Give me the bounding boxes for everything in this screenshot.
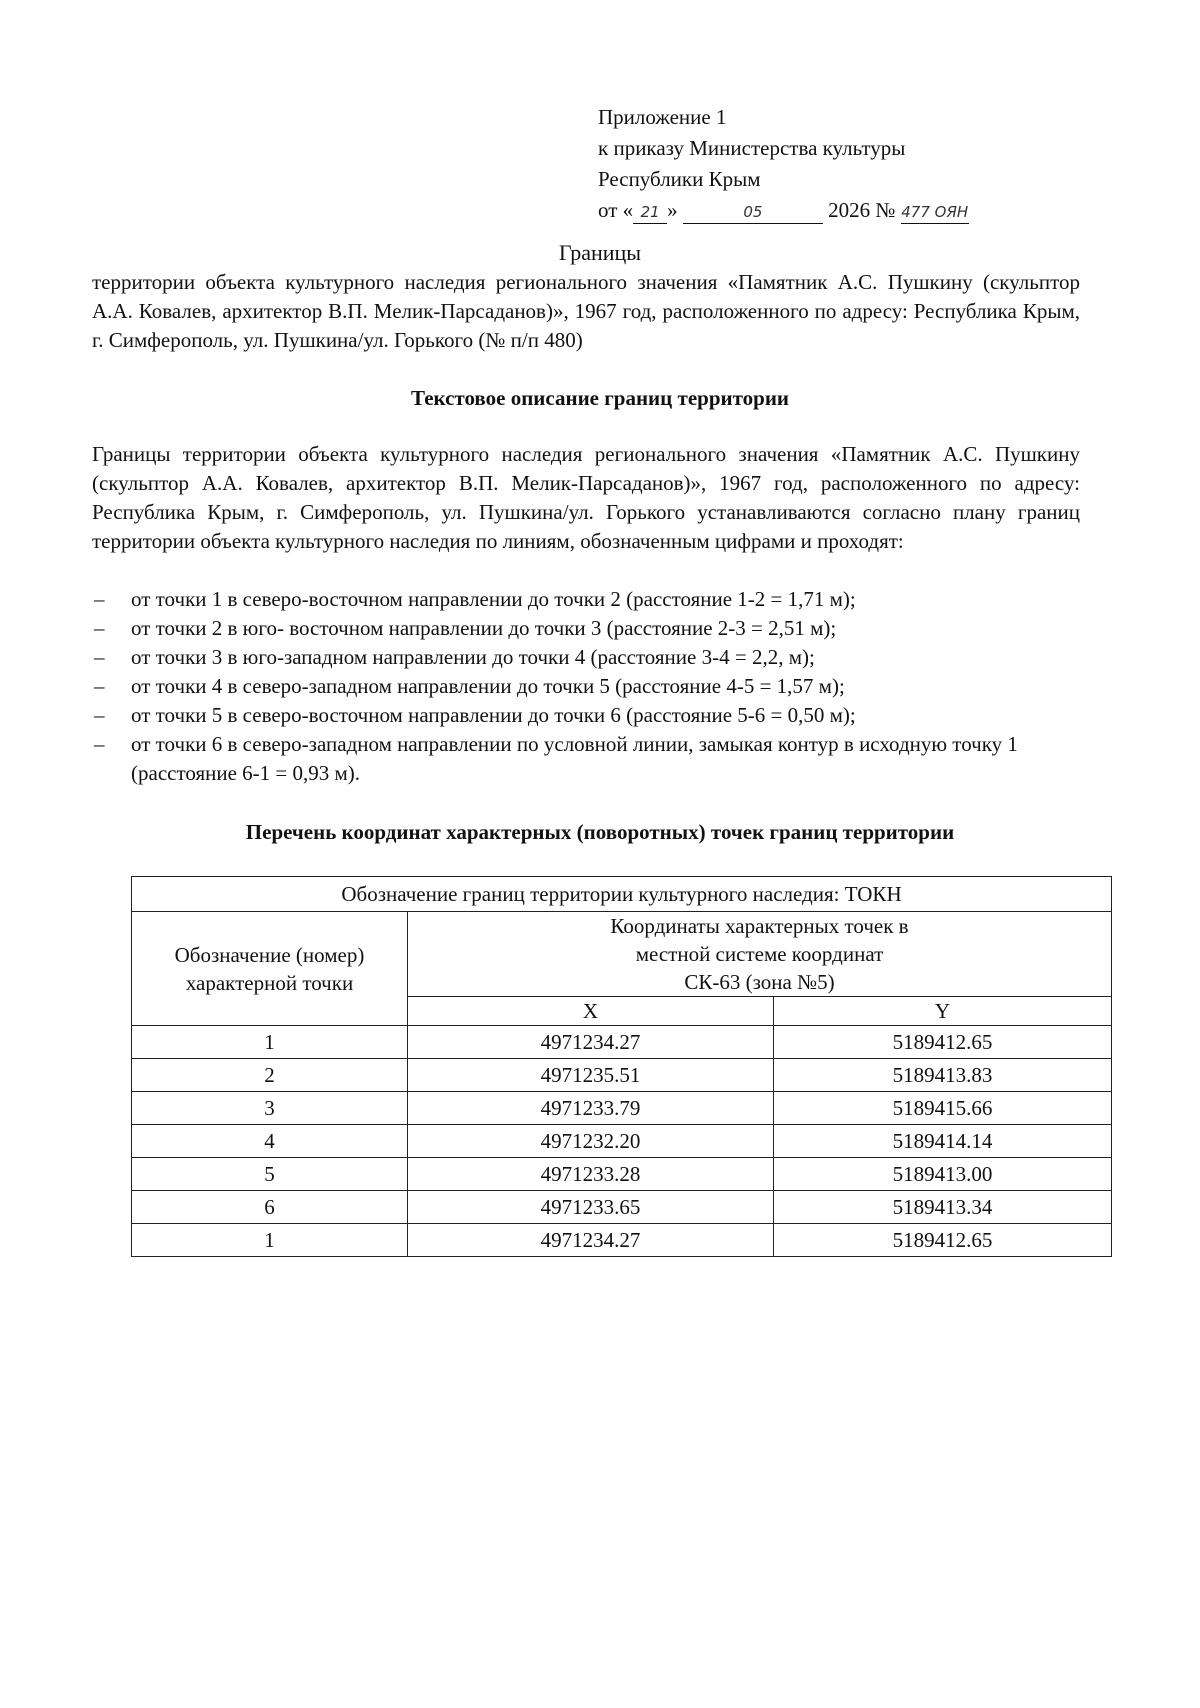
- y-coordinate: 5189413.83: [774, 1059, 1112, 1092]
- boundary-points-list: [92, 585, 1117, 788]
- table-row: [132, 1125, 1112, 1158]
- coordinates-table: [131, 876, 1112, 1257]
- list-item: [92, 672, 1117, 701]
- list-item: [92, 701, 1117, 730]
- date-year: 2026 №: [828, 198, 896, 222]
- coordinates-column-header: [408, 912, 1112, 997]
- table-caption: Обозначение границ территории культурного наследия: ТОКН: [132, 877, 1112, 912]
- appendix-block: [598, 102, 1118, 226]
- x-coordinate: 4971234.27: [408, 1224, 774, 1257]
- point-number: 6: [132, 1191, 408, 1224]
- order-number: 477 ОЯН: [901, 201, 969, 224]
- table-row: [132, 1059, 1112, 1092]
- list-item-text: от точки 5 в северо-восточном направлении до точки 6 (расстояние 5-6 = 0,50 м);: [131, 703, 856, 727]
- dash-marker: –: [94, 616, 105, 640]
- section1-heading: Текстовое описание границ территории: [410, 386, 790, 410]
- section1-intro: Границы территории объекта культурного наследия регионального значения «Памятник А.С. Пушкину (скульптор А.А. Ковалев, архитектор В.П. Мелик-Парсаданов)», 1967 год, расположенного по адресу: Республика Крым, г. Симферополь, ул. Пушкина/ул. Горького устанавливаются согласно плану границ территории объекта культурного наследия по линиям, обозначенным цифрами и проходят:: [92, 442, 1080, 553]
- x-coordinate: 4971233.28: [408, 1158, 774, 1191]
- x-coordinate: 4971233.65: [408, 1191, 774, 1224]
- y-coordinate: 5189412.65: [774, 1026, 1112, 1059]
- appendix-date-line: [598, 195, 1118, 226]
- date-month: 05: [683, 201, 823, 224]
- dash-marker: –: [94, 703, 105, 727]
- y-coordinate: 5189414.14: [774, 1125, 1112, 1158]
- y-coordinate: 5189415.66: [774, 1092, 1112, 1125]
- table-row: [132, 1158, 1112, 1191]
- x-coordinate: 4971232.20: [408, 1125, 774, 1158]
- appendix-line-1: Приложение 1: [598, 105, 727, 129]
- date-day: 21: [633, 201, 667, 224]
- table-row: [132, 1191, 1112, 1224]
- coordinates-header-line-3: СК-63 (зона №5): [684, 970, 835, 994]
- date-mid: »: [667, 198, 678, 222]
- y-coordinate: 5189412.65: [774, 1224, 1112, 1257]
- dash-marker: –: [94, 674, 105, 698]
- coordinates-header-line-1: Координаты характерных точек в: [610, 914, 909, 938]
- list-item-text: от точки 2 в юго- восточном направлении до точки 3 (расстояние 2-3 = 2,51 м);: [131, 616, 837, 640]
- x-coordinate: 4971234.27: [408, 1026, 774, 1059]
- list-item-text: от точки 4 в северо-западном направлении до точки 5 (расстояние 4-5 = 1,57 м);: [131, 674, 845, 698]
- point-number: 4: [132, 1125, 408, 1158]
- point-number: 1: [132, 1224, 408, 1257]
- dash-marker: –: [94, 587, 105, 611]
- list-item-text: от точки 1 в северо-восточном направлении до точки 2 (расстояние 1-2 = 1,71 м);: [131, 587, 856, 611]
- dash-marker: –: [94, 645, 105, 669]
- document-subtitle: территории объекта культурного наследия регионального значения «Памятник А.С. Пушкину (скульптор А.А. Ковалев, архитектор В.П. Мелик-Парсаданов)», 1967 год, расположенного по адресу: Республика Крым, г. Симферополь, ул. Пушкина/ул. Горького (№ п/п 480): [92, 270, 1080, 352]
- table-row: [132, 1092, 1112, 1125]
- list-item: [92, 585, 1117, 614]
- x-coordinate: 4971235.51: [408, 1059, 774, 1092]
- y-column-header: Y: [774, 997, 1112, 1026]
- x-coordinate: 4971233.79: [408, 1092, 774, 1125]
- point-number: 2: [132, 1059, 408, 1092]
- appendix-line-3: Республики Крым: [598, 167, 761, 191]
- y-coordinate: 5189413.00: [774, 1158, 1112, 1191]
- table-row: [132, 1026, 1112, 1059]
- list-item: [92, 614, 1117, 643]
- point-number: 1: [132, 1026, 408, 1059]
- list-item: [92, 643, 1117, 672]
- point-column-header: Обозначение (номер) характерной точки: [132, 912, 408, 1026]
- table-row: [132, 1224, 1112, 1257]
- list-item: [92, 730, 1117, 788]
- coordinates-header-line-2: местной системе координат: [635, 942, 884, 966]
- point-number: 5: [132, 1158, 408, 1191]
- appendix-line-2: к приказу Министерства культуры: [598, 136, 906, 160]
- section2-heading: Перечень координат характерных (поворотных) точек границ территории: [245, 820, 955, 844]
- list-item-text: от точки 3 в юго-западном направлении до точки 4 (расстояние 3-4 = 2,2, м);: [131, 645, 815, 669]
- date-prefix: от «: [598, 198, 634, 222]
- x-column-header: X: [408, 997, 774, 1026]
- document-title: Границы: [558, 240, 642, 265]
- point-number: 3: [132, 1092, 408, 1125]
- dash-marker: –: [94, 732, 105, 756]
- y-coordinate: 5189413.34: [774, 1191, 1112, 1224]
- list-item-text: от точки 6 в северо-западном направлении по условной линии, замыкая контур в исходную точку 1 (расстояние 6-1 = 0,93 м).: [131, 732, 1018, 785]
